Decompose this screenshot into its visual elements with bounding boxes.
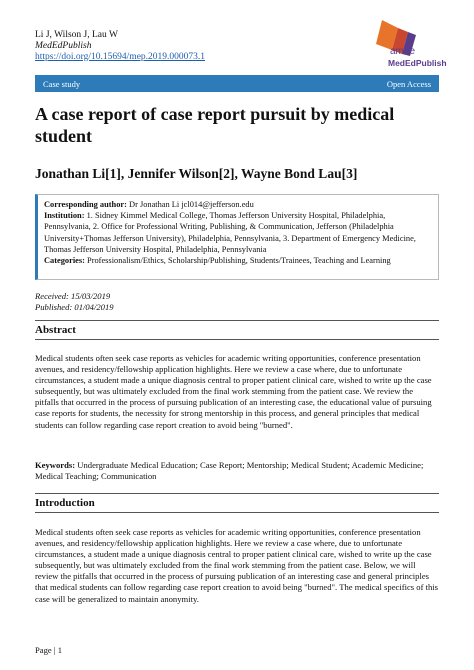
- keywords-label: Keywords:: [35, 460, 76, 470]
- publication-dates: [35, 291, 114, 313]
- running-authors: Li J, Wilson J, Lau W: [35, 30, 118, 40]
- institution-label: Institution:: [44, 211, 85, 221]
- received-label: Received:: [35, 291, 69, 301]
- categories-row: [44, 255, 432, 266]
- institution-row: [44, 210, 432, 255]
- article-info-box: [35, 194, 439, 280]
- received-row: [35, 291, 114, 302]
- published-row: [35, 302, 114, 313]
- received-date: 15/03/2019: [71, 291, 111, 301]
- journal-name: MedEdPublish: [35, 41, 92, 51]
- logo-mark-icon: [368, 14, 447, 70]
- logo-text-bottom: MedEdPublish: [388, 58, 447, 68]
- abstract-text: Medical students often seek case reports as vehicles for academic writing opportunities, conference presentation avenues, and residency/fellowship application highlights. Here we review a case where, due to unfortunate circumstances, a student made a unique diagnosis central to proper patient clinical care, wished to write up the case subsequently, but was ultimately excluded from the final work stemming from the patient case. We review the pitfalls that occurred in the process of pursuing publication of an interesting case, the educational value of pursuing case reports for students, the necessity for strong mentorship in this process, and general principles that medical students can follow regarding case report creation to avoid being "burned".: [35, 353, 432, 430]
- article-type-label: Case study: [43, 78, 81, 89]
- introduction-text: Medical students often seek case reports as vehicles for academic writing opportunities, conference presentation avenues, and residency/fellowship application highlights. Here we review a case where, due to unfortunate circumstances, a student made a unique diagnosis central to proper patient clinical care, wished to write up the case subsequently, but was ultimately excluded from the final work stemming from the patient case. Below, we will review the pitfalls that occurred in the process of pursuing publication of an interesting case and general principles that medical students can follow regarding case report creation to avoid being "burned". The medical specifics of this case will be generalized to maintain anonymity.: [35, 527, 438, 604]
- institution-value: 1. Sidney Kimmel Medical College, Thomas Jefferson University Hospital, Philadelphia, Pennsylvania, 2. Office for Professional Writing, Publishing, & Communication, Jefferson (Philadelphia University+Thomas Jefferson University), Philadelphia, Pennsylvania, 3. Department of Emergency Medicine, Thomas Jefferson University Hospital, Philadelphia, Pennsylvania: [44, 211, 416, 254]
- corresponding-author-value: Dr Jonathan Li jcl014@jefferson.edu: [129, 200, 254, 209]
- categories-label: Categories:: [44, 256, 85, 266]
- keywords-value: Undergraduate Medical Education; Case Report; Mentorship; Medical Student; Academic Medicine; Medical Teaching; Communication: [35, 460, 424, 482]
- amee-mededpublish-logo: [368, 14, 447, 70]
- article-title: A case report of case report pursuit by medical student: [35, 104, 395, 146]
- abstract-heading: Abstract: [35, 320, 439, 340]
- doi-link[interactable]: https://doi.org/10.15694/mep.2019.000073.1: [35, 52, 206, 62]
- article-type-banner: [35, 75, 439, 92]
- corresponding-author-row: [44, 199, 432, 210]
- categories-value: Professionalism/Ethics, Scholarship/Publishing, Students/Trainees, Teaching and Learning: [87, 256, 391, 266]
- page-number: Page | 1: [35, 645, 63, 655]
- published-date: 01/04/2019: [74, 302, 114, 312]
- open-access-label: Open Access: [386, 78, 431, 89]
- logo-text-top: amee: [390, 46, 416, 57]
- author-list: Jonathan Li[1], Jennifer Wilson[2], Wayne Bond Lau[3]: [35, 166, 358, 181]
- introduction-heading: Introduction: [35, 493, 439, 513]
- published-label: Published:: [35, 302, 73, 312]
- keywords-block: [35, 460, 439, 482]
- corresponding-author-label: Corresponding author:: [44, 200, 127, 209]
